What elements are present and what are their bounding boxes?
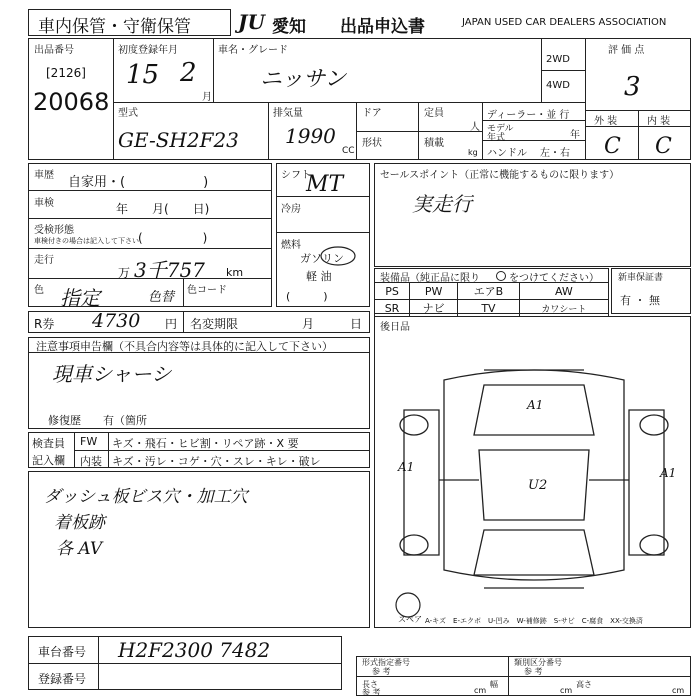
displacement-value: 1990 [285, 124, 336, 148]
inspection-label: 車検 [34, 198, 54, 209]
lot-code: [2126] [46, 66, 86, 80]
history-value: 自家用・( ) [68, 175, 209, 190]
handle-options: 左・右 [540, 148, 570, 159]
exterior-label: 外 装 [594, 116, 618, 127]
interior-grade: C [655, 134, 672, 159]
damage-mark-right: A1 [660, 466, 677, 480]
shift-value: MT [306, 172, 344, 197]
load-unit: kg [468, 148, 478, 157]
type-spec-label: 形式指定番号 [362, 658, 410, 667]
inspector-label-2: 記入欄 [32, 454, 65, 467]
damage-legend: A-キズ E-エクボ U-凹み W-補修跡 S-サビ C-腐食 XX-交換済 [425, 617, 643, 625]
model-year-label2: 年式 [487, 133, 506, 143]
car-damage-diagram [384, 340, 684, 600]
fw-items: キズ・飛石・ヒビ割・リペア跡・X 要 [112, 437, 299, 450]
handle-label: ハンドル [487, 148, 527, 159]
width-label: 幅 [490, 680, 498, 689]
displacement-label: 排気量 [273, 108, 303, 119]
mileage-value: 3千757 [134, 258, 205, 282]
warranty-options: 有 ・ 無 [620, 294, 660, 307]
equipment-pw: PW [410, 283, 458, 300]
color-mark: 色替 [148, 290, 175, 305]
remark-line-1: ダッシュ板ビス穴・加工穴 [44, 487, 248, 507]
color-label: 色 [34, 285, 44, 296]
receipt-note: 車検付きの場合は記入して下さい [34, 237, 139, 245]
receipt-value: ( ) [138, 231, 208, 245]
equipment-seat: カワシート [519, 300, 608, 317]
name-change-label: 名変期限 [190, 317, 239, 331]
width-unit: cm [560, 686, 573, 695]
color-code-label: 色コード [187, 285, 227, 296]
fuel-other: ( ) [286, 290, 328, 303]
spare-label: スペア [398, 615, 422, 624]
equipment-navi: ナビ [410, 300, 458, 317]
storage-title: 車内保管・守衛保管 [38, 17, 191, 37]
repair-history-label: 修復歴 有（箇所 [48, 414, 147, 427]
equipment-circle-icon [495, 270, 507, 282]
shift-label: シフト [281, 170, 311, 181]
load-label: 積載 [424, 138, 444, 149]
mileage-km-unit: km [226, 266, 244, 279]
displacement-unit: CC [342, 146, 355, 156]
rating-value: 3 [624, 72, 641, 102]
registration-year: 15 [126, 60, 160, 90]
receipt-label: 受検形態 [34, 225, 74, 236]
model-year-label1: モデル [487, 124, 514, 134]
chassis-value: H2F2300 7482 [118, 638, 271, 662]
shape-label: 形状 [362, 138, 382, 149]
model-year-unit: 年 [570, 130, 580, 141]
remark-line-3: 各 AV [56, 539, 103, 559]
damage-mark-top: A1 [527, 398, 544, 412]
fw-label: FW [80, 435, 98, 448]
recycle-unit: 円 [165, 317, 178, 331]
damage-mark-roof: U2 [528, 478, 548, 493]
type-class-label: 類別区分番号 [514, 658, 562, 667]
form-title: 出品申込書 [340, 17, 425, 37]
gasoline-circle-mark [318, 245, 358, 267]
cooler-label: 冷房 [281, 204, 301, 215]
interior-inspect-label: 内装 [80, 455, 102, 468]
registration-month-unit: 月 [202, 92, 212, 103]
dealer-label: ディーラー・並 行 [487, 110, 570, 121]
damage-mark-left: A1 [398, 460, 415, 474]
equipment-aw: AW [519, 283, 608, 300]
type-class-ref: 参 考 [524, 667, 543, 676]
drive-2wd: 2WD [546, 54, 570, 65]
model-name-label: 車名・グレード [218, 45, 288, 56]
equipment-airbag: エアB [458, 283, 520, 300]
type-code-label: 型式 [118, 108, 138, 119]
later-items-label: 後日品 [380, 322, 410, 333]
interior-inspect-items: キズ・汚レ・コゲ・穴・スレ・キレ・破レ [112, 455, 321, 468]
capacity-label: 定員 [424, 108, 444, 119]
registration-month: 2 [180, 58, 197, 88]
fuel-gasoline: ガソリン [300, 252, 344, 265]
interior-label: 内 装 [647, 116, 671, 127]
remark-line-2: 着板跡 [54, 513, 105, 533]
mileage-man-unit: 万 [118, 266, 131, 280]
equipment-tv: TV [458, 300, 520, 317]
inspector-label: 検査員 [32, 437, 65, 450]
length-unit: cm [474, 686, 487, 695]
recycle-value: 4730 [92, 310, 141, 332]
association-name: JAPAN USED CAR DEALERS ASSOCIATION [462, 17, 667, 28]
equipment-label: 装備品（純正品に限り [380, 273, 480, 284]
fuel-diesel: 軽 油 [306, 270, 332, 283]
inspection-value: 年 月( 日) [116, 202, 210, 216]
name-change-month: 月 [302, 317, 315, 331]
capacity-unit: 人 [470, 122, 480, 133]
history-label: 車歴 [34, 170, 54, 181]
sales-point-label: セールスポイント（正常に機能するものに限ります） [380, 170, 620, 181]
warranty-label: 新車保証書 [618, 273, 664, 283]
sales-point-value: 実走行 [412, 192, 472, 216]
name-change-day: 日 [350, 317, 363, 331]
height-label: 高さ [576, 680, 592, 689]
fuel-label: 燃料 [281, 240, 301, 251]
rating-label: 評 価 点 [608, 45, 645, 56]
chassis-label: 車台番号 [38, 645, 87, 659]
lot-number: 20068 [33, 88, 110, 116]
notes-label: 注意事項申告欄（不具合内容等は具体的に記入して下さい） [36, 340, 333, 353]
mileage-label: 走行 [34, 255, 54, 266]
registration-label: 初度登録年月 [118, 45, 178, 56]
length-ref: 参 考 [362, 688, 381, 697]
equipment-table [374, 282, 609, 317]
notes-value: 現車シャーシ [52, 362, 172, 386]
model-name-value: ニッサン [260, 67, 347, 92]
listing-number-label: 出品番号 [34, 45, 74, 56]
height-unit: cm [672, 686, 685, 695]
equipment-ps: PS [375, 283, 410, 300]
registration-number-label: 登録番号 [38, 672, 87, 686]
door-label: ドア [362, 108, 382, 119]
exterior-grade: C [604, 134, 621, 159]
drive-4wd: 4WD [546, 80, 570, 91]
color-value: 指定 [60, 286, 100, 310]
length-label: 長さ [362, 680, 378, 689]
type-spec-ref: 参 考 [372, 667, 391, 676]
equipment-label-mark: をつけてください） [509, 273, 599, 284]
recycle-label: R券 [34, 317, 55, 331]
type-code-value: GE-SH2F23 [118, 128, 239, 152]
org-name: 愛知 [272, 17, 306, 37]
equipment-sr: SR [375, 300, 410, 317]
ju-logo: JU [238, 10, 265, 34]
